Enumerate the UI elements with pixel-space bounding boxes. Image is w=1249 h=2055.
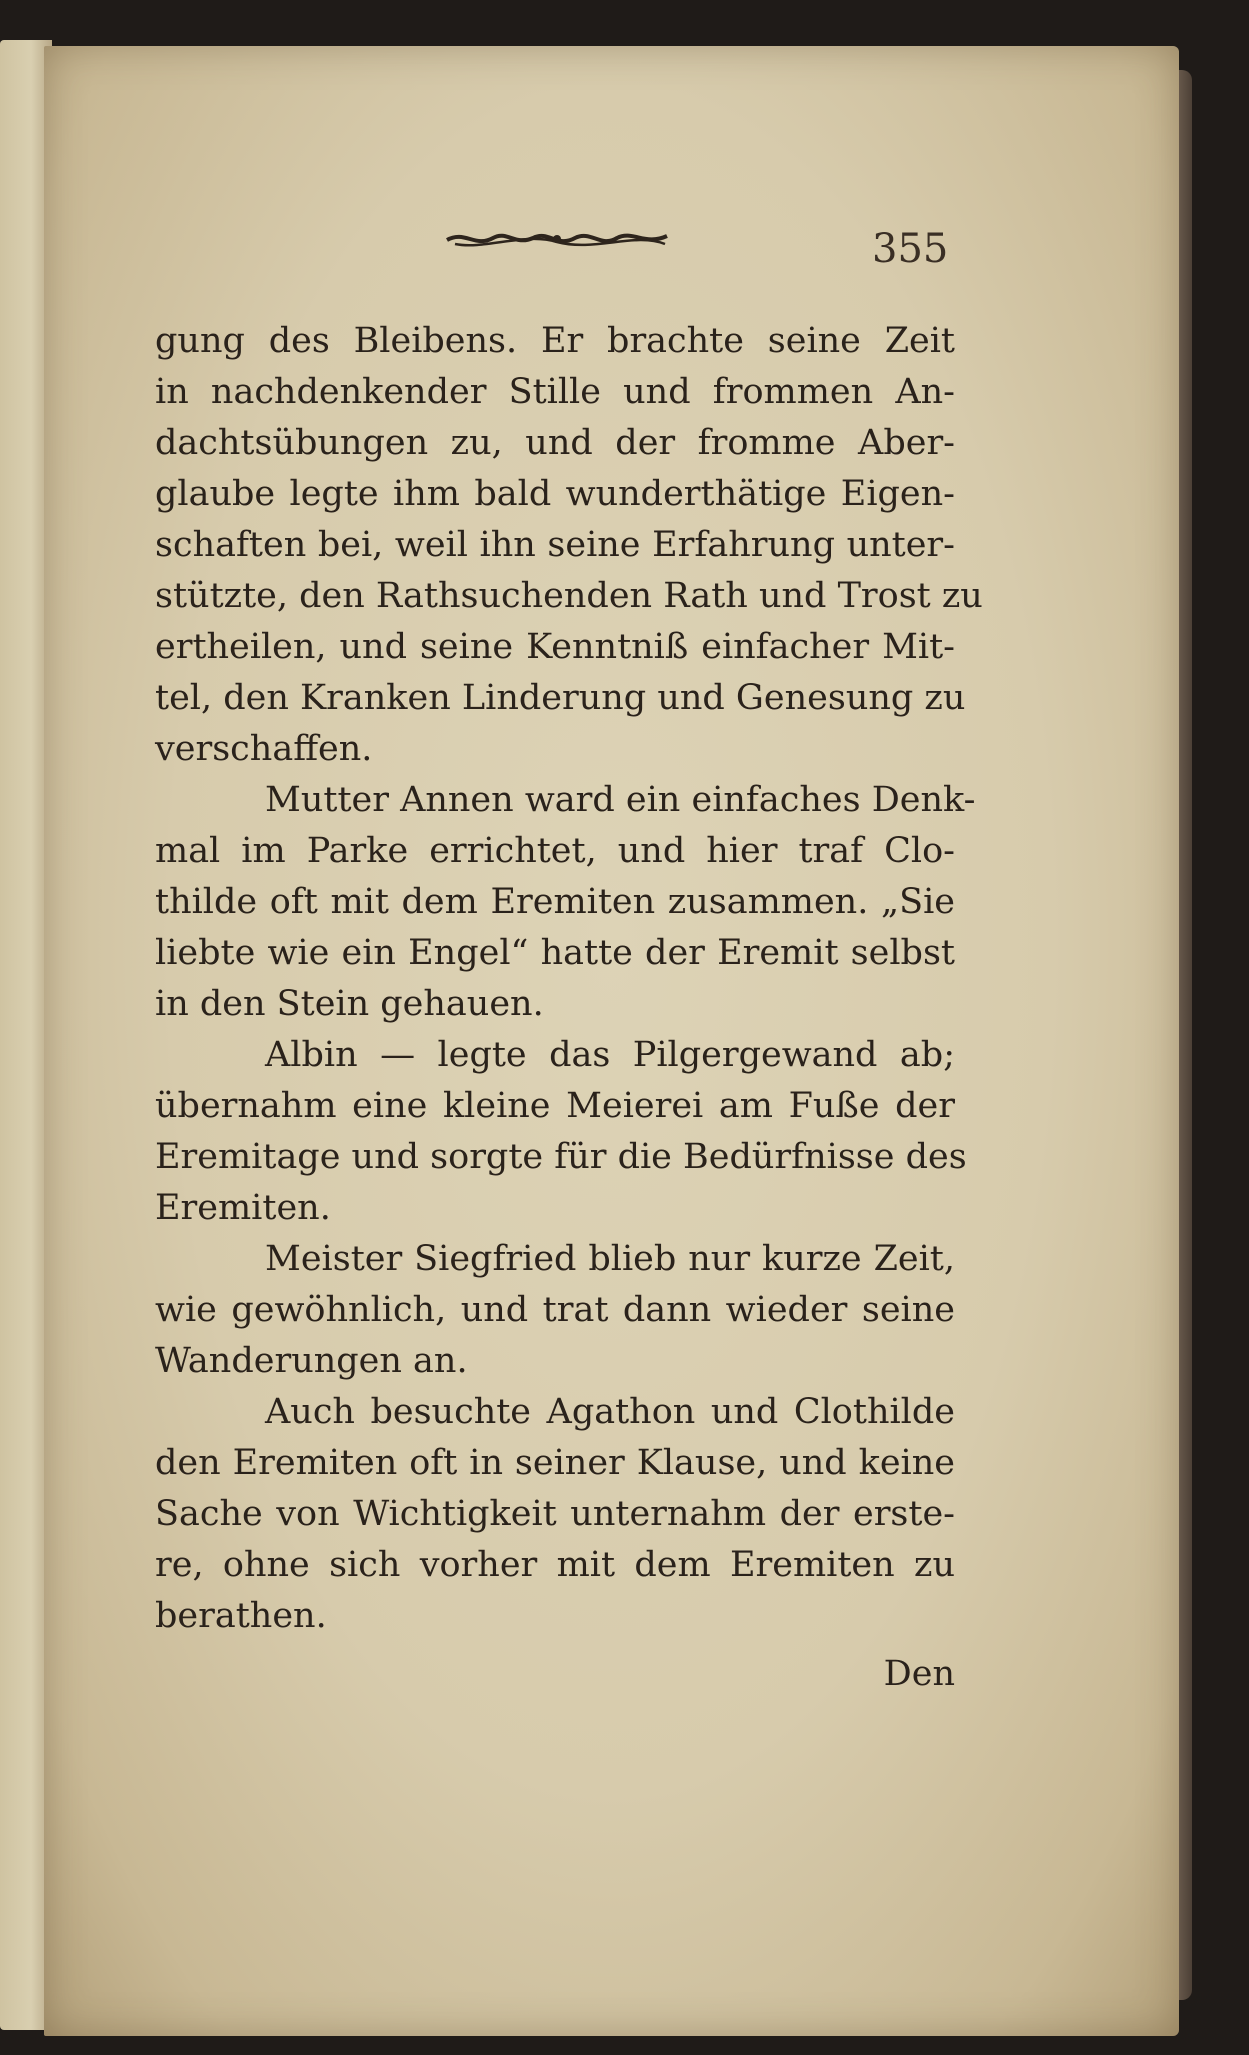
text-line: den Eremiten oft in seiner Klause, und keine [155, 1443, 955, 1483]
text-line: stützte, den Rathsuchenden Rath und Trost zu [155, 576, 983, 616]
text-line: tel, den Kranken Linderung und Genesung zu [155, 678, 966, 718]
text-line: berathen. [155, 1596, 327, 1636]
text-line: verschaffen. [155, 729, 373, 769]
text-line: glaube legte ihm bald wunderthätige Eigen- [155, 474, 955, 514]
text-line: in nachdenkender Stille und frommen An- [155, 372, 955, 412]
catchword: Den [883, 1654, 955, 1694]
text-line: wie gewöhnlich, und trat dann wieder seine [155, 1290, 955, 1330]
text-line: thilde oft mit dem Eremiten zusammen. „Sie [155, 882, 955, 922]
text-line: Eremitage und sorgte für die Bedürfnisse des [155, 1137, 967, 1177]
page-number: 355 [872, 226, 949, 272]
text-line: Sache von Wichtigkeit unternahm der erste- [155, 1494, 955, 1534]
text-line: Mutter Annen ward ein einfaches Denk- [265, 780, 976, 820]
text-line: dachtsübungen zu, und der fromme Aber- [155, 423, 955, 463]
header-ornament [445, 226, 670, 252]
text-line: re, ohne sich vorher mit dem Eremiten zu [155, 1545, 955, 1585]
text-line: ertheilen, und seine Kenntniß einfacher Mit- [155, 627, 955, 667]
text-line: übernahm eine kleine Meierei am Fuße der [155, 1086, 955, 1126]
text-line: Eremiten. [155, 1188, 331, 1228]
text-line: Albin — legte das Pilgergewand ab; [265, 1035, 955, 1075]
text-line: mal im Parke errichtet, und hier traf Clo- [155, 831, 955, 871]
text-line: gung des Bleibens. Er brachte seine Zeit [155, 321, 955, 361]
body-text [155, 316, 983, 1642]
text-line: in den Stein gehauen. [155, 984, 544, 1024]
text-line: Meister Siegfried blieb nur kurze Zeit, [265, 1239, 955, 1279]
text-line: Wanderungen an. [155, 1341, 468, 1381]
text-line: liebte wie ein Engel“ hatte der Eremit selbst [155, 933, 955, 973]
text-line: Auch besuchte Agathon und Clothilde [265, 1392, 955, 1432]
text-line: schaften bei, weil ihn seine Erfahrung unter- [155, 525, 955, 565]
